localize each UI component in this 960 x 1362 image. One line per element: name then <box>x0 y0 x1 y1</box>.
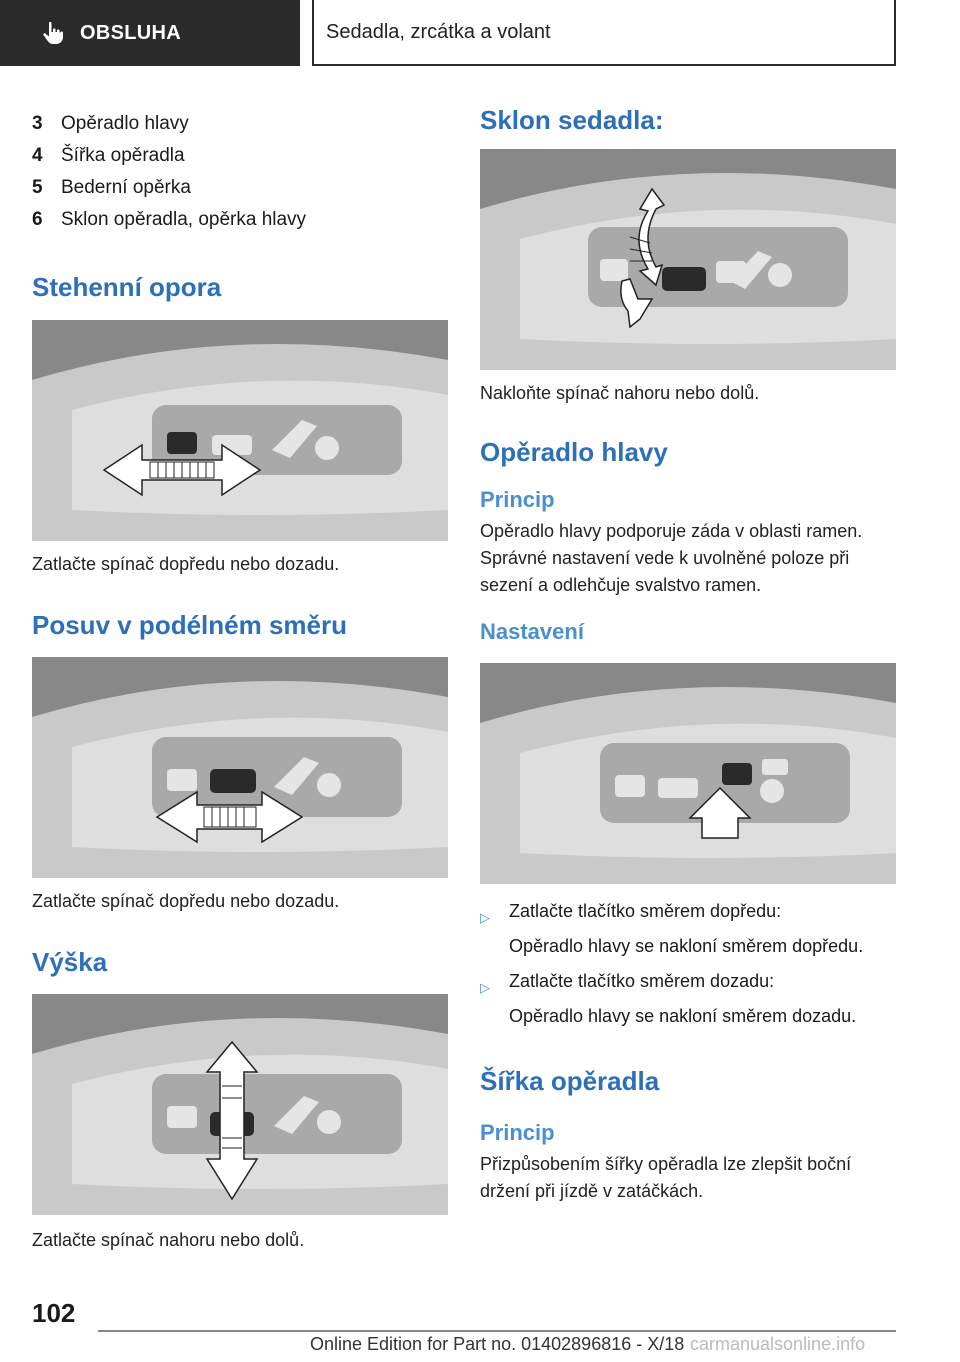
chapter-header <box>312 0 896 66</box>
list-number: 5 <box>32 177 43 198</box>
list-text: Šířka opěradla <box>61 145 185 166</box>
page-footer <box>0 1290 960 1362</box>
figure-headrest-adjust <box>480 663 896 884</box>
list-item <box>32 108 448 140</box>
list-text: Bederní opěrka <box>61 177 191 198</box>
text-headrest-principle: Opěradlo hlavy podporuje záda v oblasti ramen. Správné nastavení vede k uvolněné poloze při sezení a odlehčuje svalstvo ramen. <box>480 521 863 595</box>
figure-fore-aft <box>32 657 448 878</box>
list-item <box>32 204 448 236</box>
caption-thigh-support: Zatlačte spínač dopředu nebo dozadu. <box>32 554 340 574</box>
list-text: Opěradlo hlavy <box>61 113 189 134</box>
caption-height: Zatlačte spínač nahoru nebo dolů. <box>32 1230 305 1250</box>
list-item <box>32 172 448 204</box>
subheading-principle: Princip <box>480 1120 555 1145</box>
subheading-principle: Princip <box>480 487 555 512</box>
figure-height <box>32 994 448 1215</box>
figure-seat-tilt <box>480 149 896 370</box>
subheading-adjustment: Nastavení <box>480 619 584 644</box>
caption-fore-aft: Zatlačte spínač dopředu nebo dozadu. <box>32 891 340 911</box>
bullet-main-text: Zatlačte tlačítko směrem dopředu: <box>509 901 782 921</box>
text-backrest-width-principle: Přizpůsobením šířky opěradla lze zlepšit boční držení při jízdě v zatáčkách. <box>480 1154 852 1201</box>
page-number: 102 <box>32 1298 76 1328</box>
page-header <box>0 0 960 66</box>
caption-seat-tilt: Nakloňte spínač nahoru nebo dolů. <box>480 383 760 403</box>
heading-fore-aft: Posuv v podélném směru <box>32 610 347 640</box>
left-column <box>32 100 448 1254</box>
list-item <box>32 140 448 172</box>
numbered-list <box>32 108 448 236</box>
watermark: carmanualsonline.info <box>690 1334 866 1354</box>
heading-thigh-support: Stehenní opora <box>32 272 222 302</box>
right-column <box>480 100 896 1205</box>
figure-thigh-support <box>32 320 448 541</box>
list-number: 4 <box>32 145 43 166</box>
bullet-sub-text: Opěradlo hlavy se nakloní směrem dopředu. <box>509 936 864 956</box>
edition-text: Online Edition for Part no. 01402896816 - X/18 <box>310 1334 685 1354</box>
adjustment-list <box>480 898 896 1030</box>
triangle-right-icon: ▷ <box>480 980 490 995</box>
heading-headrest: Opěradlo hlavy <box>480 437 668 467</box>
triangle-right-icon: ▷ <box>480 910 490 925</box>
list-item <box>480 968 896 1030</box>
footer-divider <box>98 1330 896 1332</box>
heading-height: Výška <box>32 947 108 977</box>
bullet-main-text: Zatlačte tlačítko směrem dozadu: <box>509 971 775 991</box>
list-number: 3 <box>32 113 43 134</box>
bullet-sub-text: Opěradlo hlavy se nakloní směrem dozadu. <box>509 1006 857 1026</box>
heading-backrest-width: Šířka opěradla <box>480 1066 660 1096</box>
list-number: 6 <box>32 209 43 230</box>
heading-seat-tilt: Sklon sedadla: <box>480 105 664 135</box>
chapter-title: Sedadla, zrcátka a volant <box>326 20 551 43</box>
hand-pointer-icon <box>40 20 66 46</box>
section-tab[interactable] <box>0 0 300 66</box>
list-item <box>480 898 896 960</box>
list-text: Sklon opěradla, opěrka hlavy <box>61 209 307 230</box>
section-tab-label: OBSLUHA <box>80 21 181 44</box>
